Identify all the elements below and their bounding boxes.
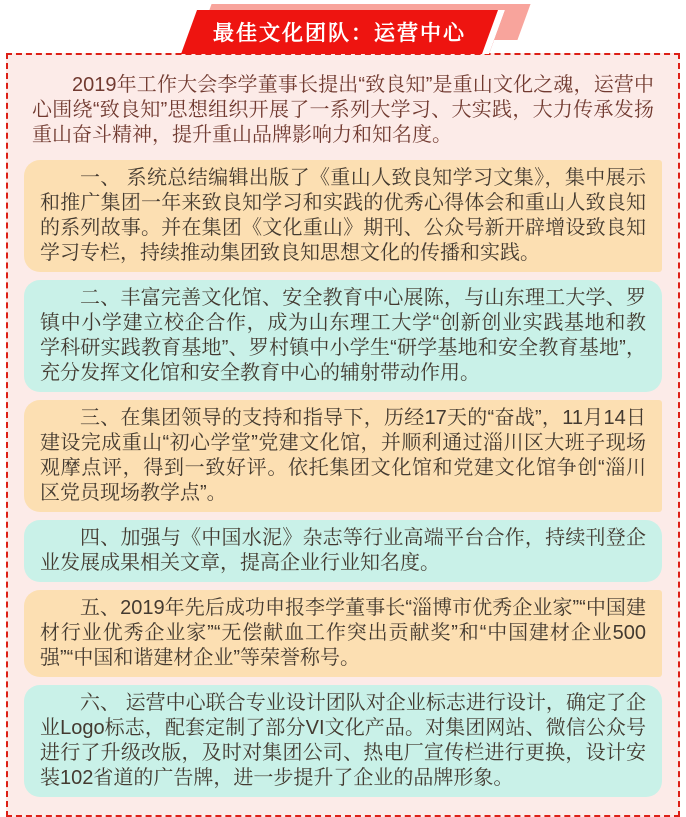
- section-box-3: [24, 400, 662, 512]
- title-ribbon: [189, 10, 497, 46]
- page-title: 最佳文化团队：运营中心: [213, 22, 466, 45]
- section-text: 四、加强与《中国水泥》杂志等行业高端平台合作，持续刊登企业发展成果相关文章，提高企业行业知名度。: [40, 527, 646, 574]
- section-box-4: [24, 520, 662, 582]
- section-box-6: [24, 685, 662, 797]
- section-box-5: [24, 590, 662, 677]
- intro-paragraph: 2019年工作大会李学董事长提出“致良知”是重山文化之魂，运营中心围绕“致良知”思想组织开展了一系列大学习、大实践，大力传承发扬重山奋斗精神，提升重山品牌影响力和知名度。: [32, 74, 654, 146]
- section-box-2: [24, 280, 662, 392]
- section-text: 六、 运营中心联合专业设计团队对企业标志进行设计，确定了企业Logo标志，配套定制了部分VI文化产品。对集团网站、微信公众号进行了升级改版，及时对集团公司、热电厂宣传栏进行更换，设计安装102省道的广告牌，进一步提升了企业的品牌形象。: [40, 692, 646, 789]
- banner-area: [0, 0, 686, 46]
- content-panel: [6, 53, 680, 817]
- section-text: 三、在集团领导的支持和指导下，历经17天的“奋战”，11月14日建设完成重山“初心学堂”党建文化馆，并顺利通过淄川区大班子现场观摩点评，得到一致好评。依托集团文化馆和党建文化馆争创“淄川区党员现场教学点”。: [40, 407, 646, 504]
- section-text: 一、 系统总结编辑出版了《重山人致良知学习文集》，集中展示和推广集团一年来致良知学习和实践的优秀心得体会和重山人致良知的系列故事。并在集团《文化重山》期刊、公众号新开辟增设致良知学习专栏，持续推动集团致良知思想文化的传播和实践。: [40, 167, 646, 264]
- section-box-1: [24, 160, 662, 272]
- ribbon-front-shape: [181, 10, 505, 54]
- section-text: 五、2019年先后成功申报李学董事长“淄博市优秀企业家”“中国建材行业优秀企业家”“无偿献血工作突出贡献奖”和“中国建材企业500强”“中国和谐建材企业”等荣誉称号。: [40, 597, 646, 669]
- section-text: 二、丰富完善文化馆、安全教育中心展陈，与山东理工大学、罗镇中小学建立校企合作，成为山东理工大学“创新创业实践基地和教学科研实践教育基地”、罗村镇中小学生“研学基地和安全教育基地”，充分发挥文化馆和安全教育中心的辅射带动作用。: [40, 287, 646, 384]
